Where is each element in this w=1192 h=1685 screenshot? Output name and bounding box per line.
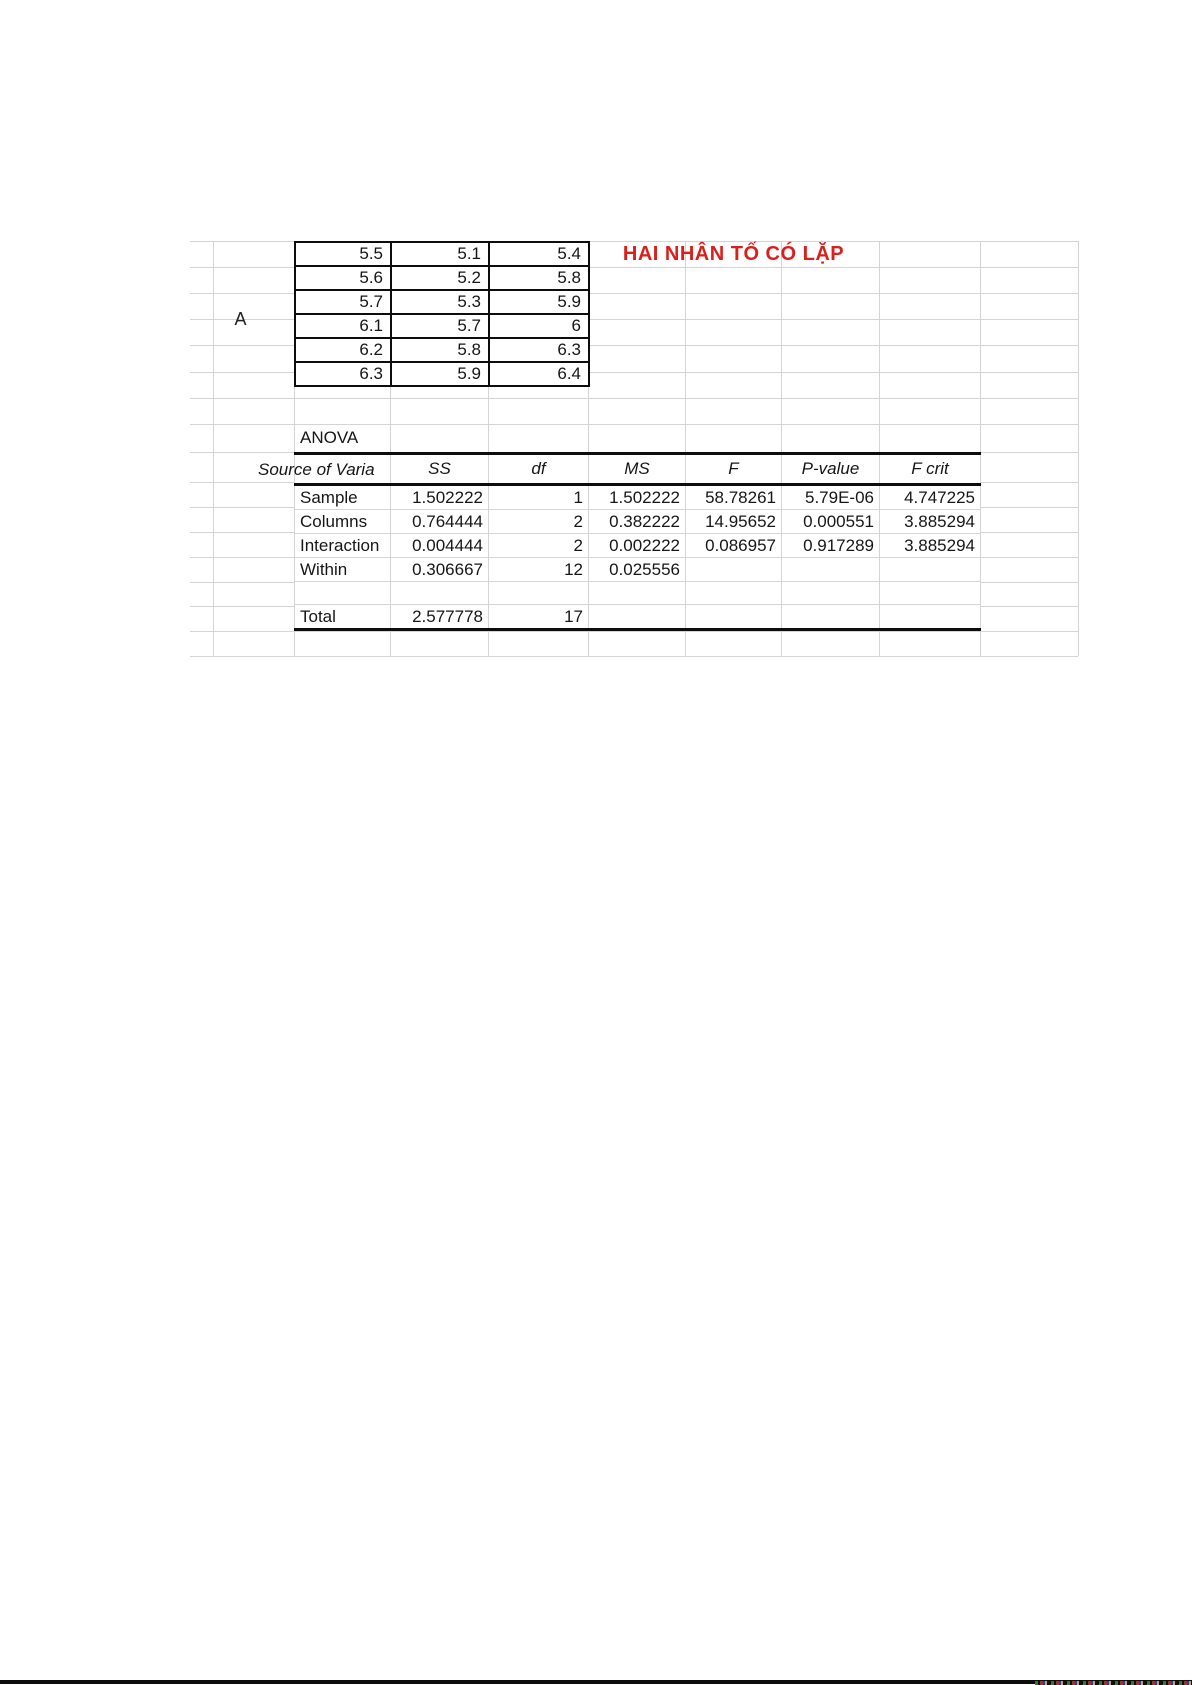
cell[interactable] [782,582,880,605]
cell[interactable]: 2 [489,510,589,534]
cell[interactable]: 2 [489,534,589,558]
sheet-title: HAI NHÂN TỐ CÓ LẶP [622,242,845,265]
cell[interactable]: 5.5 [295,242,391,266]
table-row [295,290,589,314]
cell[interactable]: Columns [295,510,391,534]
anova-header-row [295,454,981,485]
cell[interactable]: 0.382222 [589,510,686,534]
anova-row-within [295,558,981,582]
header-ms[interactable]: MS [589,454,686,485]
cell[interactable]: 5.4 [489,242,589,266]
table-row [295,362,589,386]
scan-noise-pixels [1035,1681,1192,1685]
cell[interactable]: 5.9 [489,290,589,314]
cell[interactable]: 3.885294 [880,510,981,534]
table-row [295,314,589,338]
cell[interactable]: 0.086957 [686,534,782,558]
header-df[interactable]: df [489,454,589,485]
cell[interactable] [589,582,686,605]
factor-data-table [294,241,590,387]
cell[interactable]: 1 [489,485,589,510]
cell[interactable] [686,558,782,582]
header-f-crit[interactable]: F crit [880,454,981,485]
cell[interactable] [686,582,782,605]
cell[interactable]: 5.2 [391,266,489,290]
cell[interactable]: 1.502222 [391,485,489,510]
anova-row-columns [295,510,981,534]
cell[interactable]: 5.6 [295,266,391,290]
cell[interactable]: 5.79E-06 [782,485,880,510]
cell[interactable] [880,605,981,630]
anova-row-empty [295,582,981,605]
cell[interactable]: 5.7 [295,290,391,314]
row-group-label[interactable]: A [234,309,247,329]
cell[interactable]: 5.8 [391,338,489,362]
cell[interactable]: 5.7 [391,314,489,338]
cell[interactable]: 17 [489,605,589,630]
anova-row-interaction [295,534,981,558]
cell[interactable]: 0.002222 [589,534,686,558]
cell[interactable] [686,605,782,630]
bottom-scan-bar [0,1680,1192,1684]
header-f[interactable]: F [686,454,782,485]
cell[interactable] [391,582,489,605]
cell[interactable]: 5.3 [391,290,489,314]
cell[interactable]: 0.306667 [391,558,489,582]
cell[interactable]: 14.95652 [686,510,782,534]
cell[interactable] [489,582,589,605]
cell[interactable]: 0.025556 [589,558,686,582]
anova-label[interactable]: ANOVA [300,428,359,447]
cell[interactable]: 5.9 [391,362,489,386]
cell[interactable]: 5.1 [391,242,489,266]
cell[interactable] [782,605,880,630]
header-ss[interactable]: SS [391,454,489,485]
anova-row-sample [295,485,981,510]
cell[interactable]: 5.8 [489,266,589,290]
cell[interactable] [880,558,981,582]
cell[interactable]: Total [295,605,391,630]
cell[interactable]: 6 [489,314,589,338]
anova-table [258,452,981,631]
header-source[interactable]: Source of Varia [295,454,391,485]
cell[interactable]: 0.000551 [782,510,880,534]
cell[interactable]: 1.502222 [589,485,686,510]
table-row [295,266,589,290]
header-p-value[interactable]: P-value [782,454,880,485]
cell[interactable]: 6.1 [295,314,391,338]
anova-row-total [295,605,981,630]
cell[interactable] [589,605,686,630]
cell[interactable] [880,582,981,605]
table-row [295,338,589,362]
cell[interactable]: Sample [295,485,391,510]
cell[interactable]: Within [295,558,391,582]
cell[interactable]: 12 [489,558,589,582]
cell[interactable] [782,558,880,582]
cell[interactable]: 6.3 [489,338,589,362]
cell[interactable]: 0.917289 [782,534,880,558]
cell[interactable]: 6.4 [489,362,589,386]
cell[interactable]: Interaction [295,534,391,558]
cell[interactable]: 58.78261 [686,485,782,510]
table-row [295,242,589,266]
cell[interactable]: 0.004444 [391,534,489,558]
cell[interactable] [295,582,391,605]
cell[interactable]: 6.2 [295,338,391,362]
cell[interactable]: 0.764444 [391,510,489,534]
cell[interactable]: 4.747225 [880,485,981,510]
cell[interactable]: 3.885294 [880,534,981,558]
cell[interactable]: 6.3 [295,362,391,386]
cell[interactable]: 2.577778 [391,605,489,630]
